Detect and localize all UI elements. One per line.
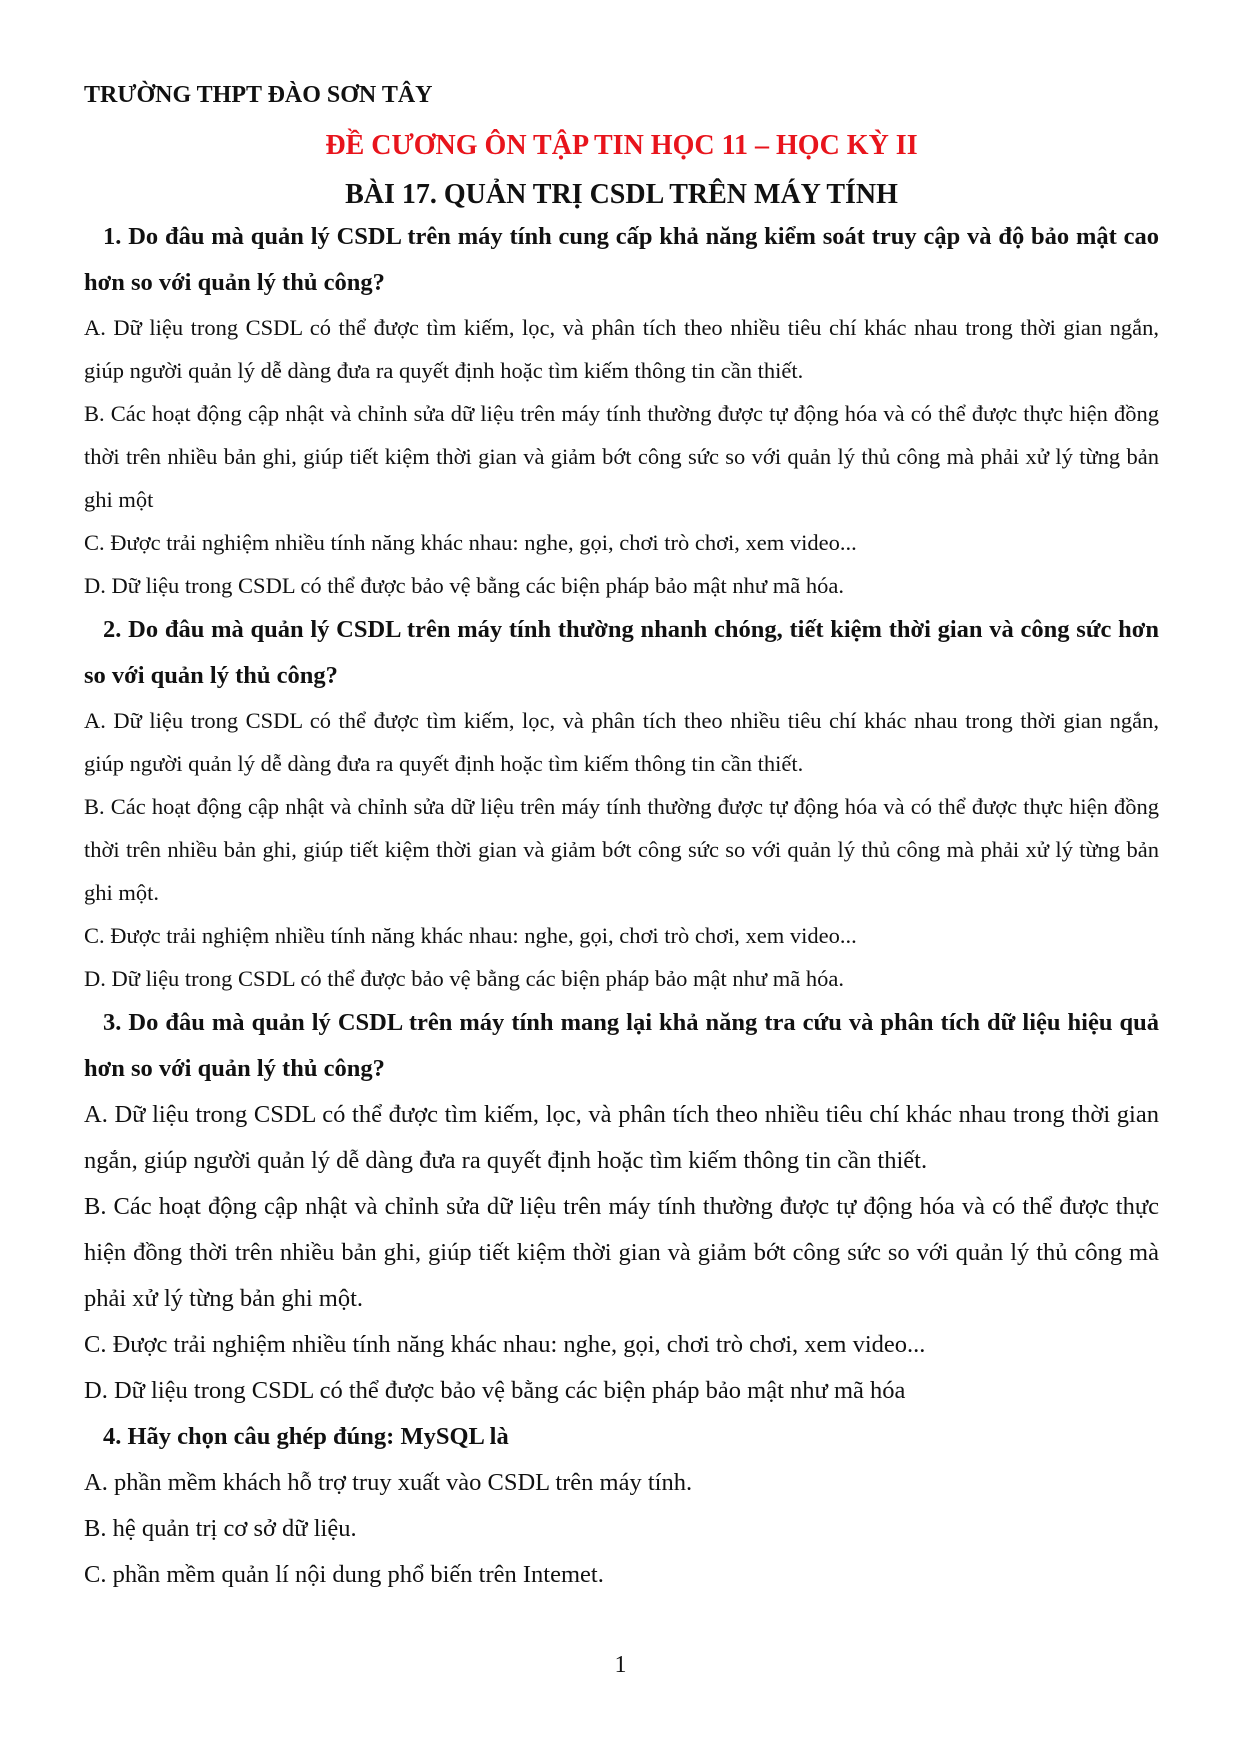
lesson-title: BÀI 17. QUẢN TRỊ CSDL TRÊN MÁY TÍNH xyxy=(345,179,898,210)
question-text: 3. Do đâu mà quản lý CSDL trên máy tính mang lại khả năng tra cứu và phân tích dữ liệu hiệu quả hơn so với quản lý thủ công? xyxy=(84,1009,1159,1082)
page-number: 1 xyxy=(614,1652,627,1678)
question-block-1 xyxy=(84,214,1159,607)
question-text: 1. Do đâu mà quản lý CSDL trên máy tính cung cấp khả năng kiểm soát truy cập và độ bảo mật cao hơn so với quản lý thủ công? xyxy=(84,223,1159,296)
option-c: C. Được trải nghiệm nhiều tính năng khác nhau: nghe, gọi, chơi trò chơi, xem video... xyxy=(84,923,857,948)
option-b: B. Các hoạt động cập nhật và chỉnh sửa dữ liệu trên máy tính thường được tự động hóa và có thể được thực hiện đồng thời trên nhiều bản ghi, giúp tiết kiệm thời gian và giảm bớt công sức so với quản lý thủ công mà phải xử lý từng bản ghi một. xyxy=(84,1193,1159,1312)
question-block-2 xyxy=(84,607,1159,1000)
option-b: B. Các hoạt động cập nhật và chỉnh sửa dữ liệu trên máy tính thường được tự động hóa và có thể được thực hiện đồng thời trên nhiều bản ghi, giúp tiết kiệm thời gian và giảm bớt công sức so với quản lý thủ công mà phải xử lý từng bản ghi một. xyxy=(84,794,1159,905)
document-page xyxy=(84,78,1159,1598)
option-a: A. Dữ liệu trong CSDL có thể được tìm kiếm, lọc, và phân tích theo nhiều tiêu chí khác nhau trong thời gian ngắn, giúp người quản lý dễ dàng đưa ra quyết định hoặc tìm kiếm thông tin cần thiết. xyxy=(84,315,1159,383)
question-text: 4. Hãy chọn câu ghép đúng: MySQL là xyxy=(103,1423,509,1450)
option-a: A. Dữ liệu trong CSDL có thể được tìm kiếm, lọc, và phân tích theo nhiều tiêu chí khác nhau trong thời gian ngắn, giúp người quản lý dễ dàng đưa ra quyết định hoặc tìm kiếm thông tin cần thiết. xyxy=(84,708,1159,776)
option-b: B. hệ quản trị cơ sở dữ liệu. xyxy=(84,1515,357,1542)
option-a: A. Dữ liệu trong CSDL có thể được tìm kiếm, lọc, và phân tích theo nhiều tiêu chí khác nhau trong thời gian ngắn, giúp người quản lý dễ dàng đưa ra quyết định hoặc tìm kiếm thông tin cần thiết. xyxy=(84,1101,1159,1174)
question-block-4 xyxy=(84,1414,1159,1598)
option-c: C. Được trải nghiệm nhiều tính năng khác nhau: nghe, gọi, chơi trò chơi, xem video... xyxy=(84,530,857,555)
option-c: C. Được trải nghiệm nhiều tính năng khác nhau: nghe, gọi, chơi trò chơi, xem video... xyxy=(84,1331,926,1358)
option-c: C. phần mềm quản lí nội dung phổ biến trên Intemet. xyxy=(84,1561,604,1588)
question-text: 2. Do đâu mà quản lý CSDL trên máy tính thường nhanh chóng, tiết kiệm thời gian và công sức hơn so với quản lý thủ công? xyxy=(84,616,1159,689)
question-block-3 xyxy=(84,1000,1159,1414)
document-title: ĐỀ CƯƠNG ÔN TẬP TIN HỌC 11 – HỌC KỲ II xyxy=(325,130,918,161)
option-b: B. Các hoạt động cập nhật và chỉnh sửa dữ liệu trên máy tính thường được tự động hóa và có thể được thực hiện đồng thời trên nhiều bản ghi, giúp tiết kiệm thời gian và giảm bớt công sức so với quản lý thủ công mà phải xử lý từng bản ghi một xyxy=(84,401,1159,512)
school-name: TRƯỜNG THPT ĐÀO SƠN TÂY xyxy=(84,82,433,108)
option-a: A. phần mềm khách hỗ trợ truy xuất vào CSDL trên máy tính. xyxy=(84,1469,693,1496)
option-d: D. Dữ liệu trong CSDL có thể được bảo vệ bằng các biện pháp bảo mật như mã hóa xyxy=(84,1377,906,1404)
option-d: D. Dữ liệu trong CSDL có thể được bảo vệ bằng các biện pháp bảo mật như mã hóa. xyxy=(84,573,844,598)
option-d: D. Dữ liệu trong CSDL có thể được bảo vệ bằng các biện pháp bảo mật như mã hóa. xyxy=(84,966,844,991)
